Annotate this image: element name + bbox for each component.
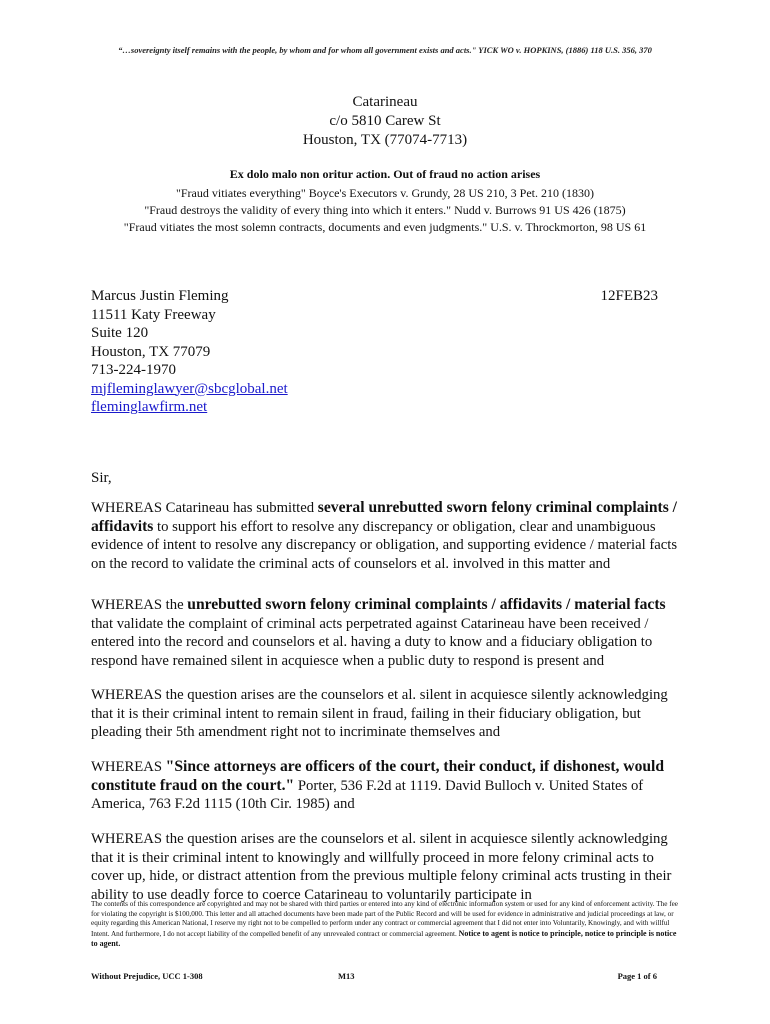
disclaimer-text: The contents of this correspondence are copyrighted and may not be shared with third parties or entered into any kind of electronic information system or used for any kind of enforcement activity. The fee for violating the copyright is $100,000. This letter and all attached documents have been made part of the Public Record and will be used for evidence in administrative and judicial proceedings at law, or equity regarding this American National, I reserve my right not to be compelled to perform under any contract or commercial agreement that I did not enter into Voluntarily, Knowingly, and with willful Intent. And furthermore, I do not accept liability of the compelled benefit of any unrevealed contract or commercial agreement. [91, 900, 678, 938]
maxim-line: "Fraud destroys the validity of every thing into which it enters." Nudd v. Burrows 91 US 426 (1875) [144, 203, 626, 217]
page-number: Page 1 of 6 [617, 971, 657, 981]
recipient-city: Houston, TX 77079 [91, 343, 211, 360]
header-quote: “…sovereignty itself remains with the people, by whom and for whom all government exists and acts." YICK WO v. HOPKINS, (1886) 118 U.S. 356, 370 [118, 45, 652, 55]
recipient-suite: Suite 120 [91, 325, 149, 341]
salutation: Sir, [91, 470, 112, 486]
maxim-title: Ex dolo malo non oritur action. Out of fraud no action arises [229, 167, 541, 181]
paragraph-1 [91, 499, 683, 573]
paragraph-text: WHEREAS the [91, 597, 188, 613]
paragraph-emphasis: unrebutted sworn felony criminal complaints / affidavits / material facts [187, 596, 666, 613]
paragraph-text: Porter, 536 F.2d at 1119. David Bulloch v. United States of America, 763 F.2d 1115 (10th Cir. 1985) and [91, 777, 644, 812]
paragraph-4 [91, 758, 683, 814]
sender-address-line1: c/o 5810 Carew St [329, 113, 441, 129]
recipient-street: 11511 Katy Freeway [91, 306, 216, 323]
copyright-disclaimer [91, 900, 683, 950]
paragraph-5: WHEREAS the question arises are the counselors et al. silent in acquiesce silently acknowledging that it is their criminal intent to knowingly and willfully proceed in more felony criminal acts to cover up, hide, or distract attention from the previous multiple felony criminal acts trusting in their ability to use deadly force to coerce Catarineau to voluntarily participate in [91, 831, 672, 903]
sender-address-line2: Houston, TX (77074-7713) [302, 132, 468, 148]
recipient-phone: 713-224-1970 [91, 362, 176, 378]
footer-reservation: Without Prejudice, UCC 1-308 [91, 971, 203, 981]
maxim-line: "Fraud vitiates everything" Boyce's Executors v. Grundy, 28 US 210, 3 Pet. 210 (1830) [175, 186, 594, 200]
recipient-block [91, 287, 691, 417]
footer-code: M13 [338, 971, 355, 981]
paragraph-text: WHEREAS Catarineau has submitted [91, 500, 318, 516]
letter-date: 12FEB23 [600, 288, 658, 304]
sender-block [0, 93, 770, 150]
paragraph-emphasis: several unrebutted sworn felony criminal complaints / affidavits [91, 499, 678, 535]
page-footer [91, 971, 683, 981]
sender-name: Catarineau [352, 94, 418, 110]
paragraph-emphasis: "Since attorneys are officers of the court, their conduct, if dishonest, would constitute fraud on the court." [91, 758, 665, 794]
recipient-email-link[interactable]: mjfleminglawyer@sbcglobal.net [91, 380, 288, 397]
legal-maxims [0, 166, 770, 236]
paragraph-2 [91, 596, 683, 670]
recipient-name: Marcus Justin Fleming [91, 288, 229, 304]
paragraph-3: WHEREAS the question arises are the counselors et al. silent in acquiesce silently acknowledging that it is their criminal intent to remain silent in fraud, failing in their fiduciary obligation, but pleading their 5th amendment right not to incriminate themselves and [91, 687, 668, 740]
maxim-line: "Fraud vitiates the most solemn contracts, documents and even judgments." U.S. v. Throckmorton, 98 US 61 [123, 220, 647, 234]
paragraph-text: WHEREAS [91, 759, 166, 775]
recipient-website-link[interactable]: fleminglawfirm.net [91, 399, 208, 415]
paragraph-text: that validate the complaint of criminal acts perpetrated against Catarineau have been received / entered into the record and counselors et al. having a duty to know and a fiduciary obligation to respond have remained silent in acquiesce when a public duty to respond is present and [91, 615, 653, 669]
paragraph-text: to support his effort to resolve any discrepancy or obligation, clear and unambiguous evidence of intent to resolve any discrepancy or obligation, and supporting evidence / material facts on the record to validate the criminal acts of counselors et al. involved in this matter and [91, 518, 678, 572]
agency-notice: Notice to agent is notice to principle, notice to principle is notice to agent. [91, 928, 677, 949]
